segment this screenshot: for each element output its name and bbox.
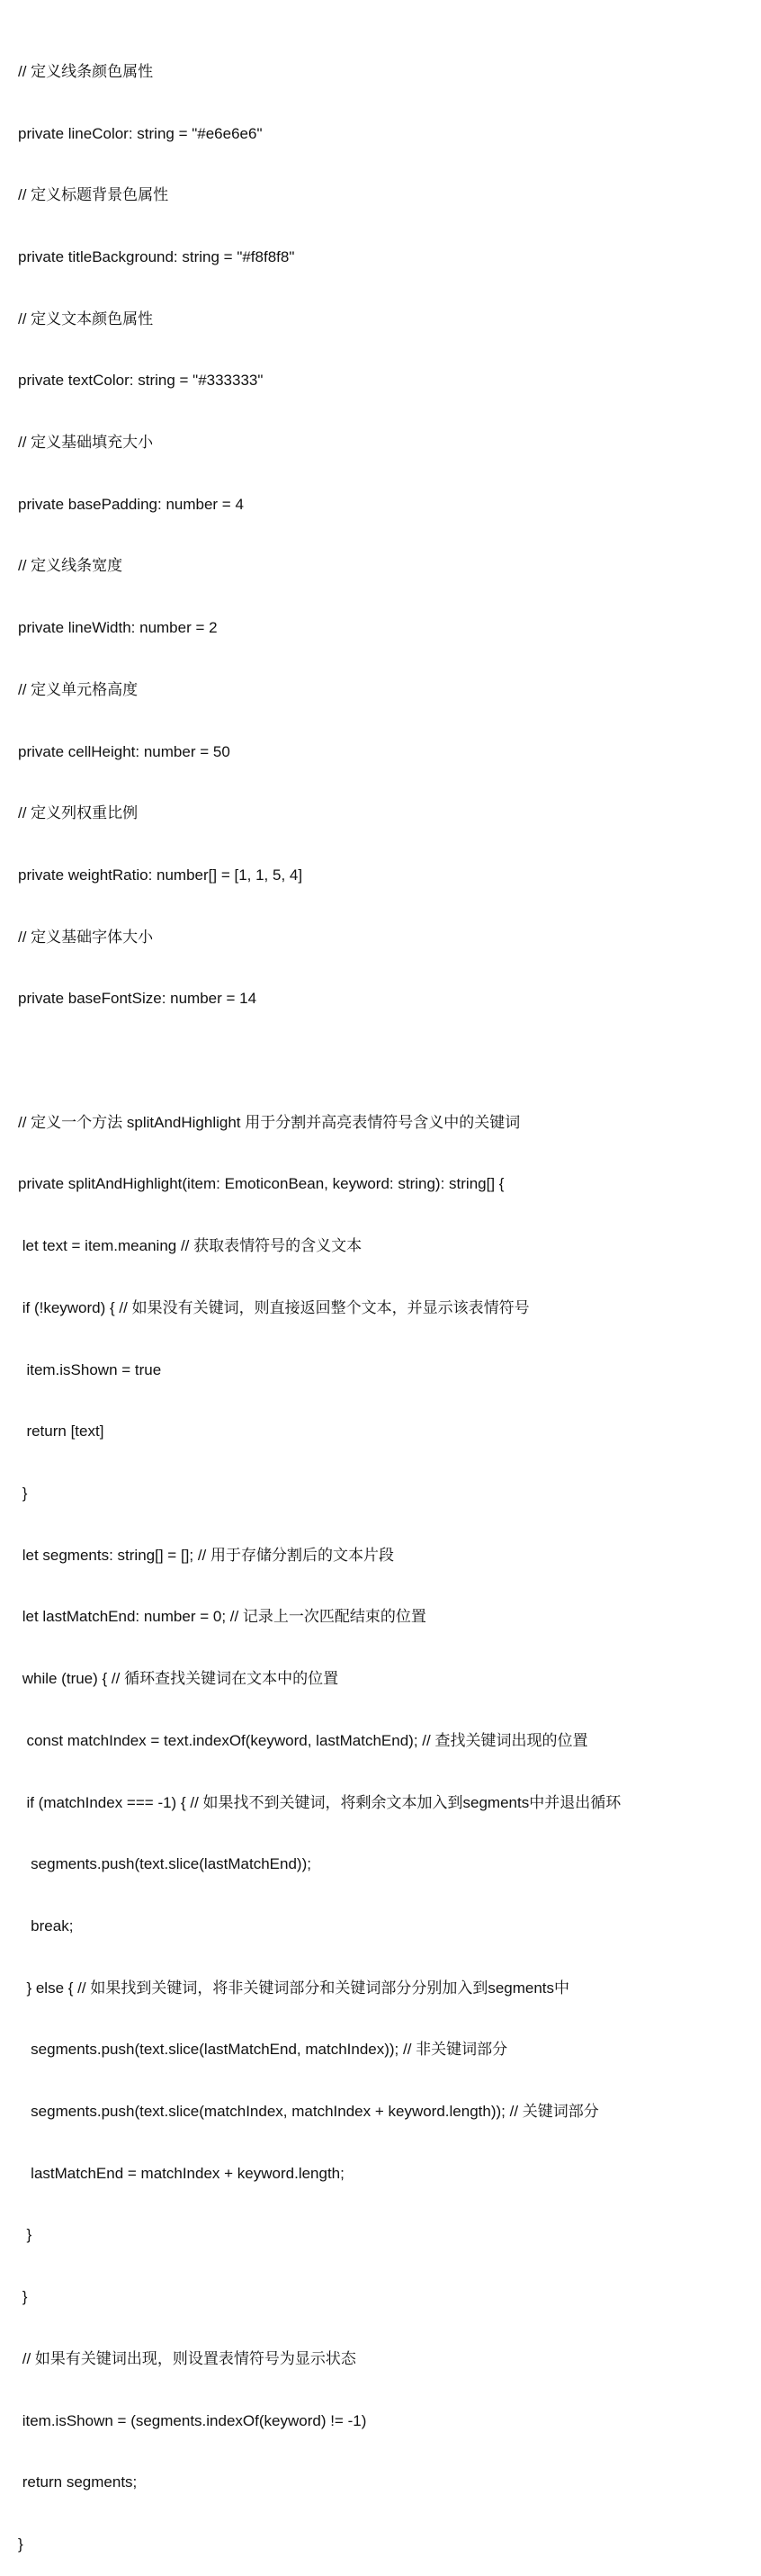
code-line: return segments; (18, 2473, 138, 2491)
code-line: segments.push(text.slice(lastMatchEnd)); (18, 1855, 311, 1873)
code-line: private basePadding: number = 4 (18, 495, 244, 513)
code-line: if (!keyword) { // 如果没有关键词，则直接返回整个文本，并显示该表情符号 (18, 1298, 530, 1316)
code-line: private lineWidth: number = 2 (18, 619, 218, 637)
code-line: segments.push(text.slice(lastMatchEnd, matchIndex)); // 非关键词部分 (18, 2041, 508, 2059)
code-line: private splitAndHighlight(item: EmoticonBean, keyword: string): string[] { (18, 1175, 505, 1193)
code-line: // 定义线条颜色属性 (18, 62, 154, 80)
code-line: // 定义文本颜色属性 (18, 310, 154, 328)
code-line: // 定义标题背景色属性 (18, 186, 169, 204)
code-block (18, 21, 756, 2576)
code-line: // 定义线条宽度 (18, 557, 123, 575)
code-line: } (18, 2288, 28, 2306)
code-line: // 定义基础填充大小 (18, 434, 154, 452)
code-line: private weightRatio: number[] = [1, 1, 5, 4] (18, 866, 303, 884)
code-line: if (matchIndex === -1) { // 如果找不到关键词，将剩余文本加入到segments中并退出循环 (18, 1793, 622, 1811)
blank-line (18, 1051, 756, 1072)
code-line: // 定义一个方法 splitAndHighlight 用于分割并高亮表情符号含义中的关键词 (18, 1113, 521, 1131)
code-line: lastMatchEnd = matchIndex + keyword.length; (18, 2164, 345, 2182)
code-line: // 定义基础字体大小 (18, 928, 154, 946)
code-line: let text = item.meaning // 获取表情符号的含义文本 (18, 1237, 363, 1255)
code-line: private lineColor: string = "#e6e6e6" (18, 124, 263, 142)
code-line: item.isShown = (segments.indexOf(keyword) != -1) (18, 2411, 367, 2429)
code-line: } (18, 1484, 28, 1502)
code-line: let lastMatchEnd: number = 0; // 记录上一次匹配结束的位置 (18, 1608, 426, 1626)
code-line: item.isShown = true (18, 1360, 162, 1378)
code-line: // 定义单元格高度 (18, 680, 139, 698)
code-line: const matchIndex = text.indexOf(keyword, lastMatchEnd); // 查找关键词出现的位置 (18, 1731, 588, 1749)
code-line: } (18, 2535, 23, 2553)
code-line: segments.push(text.slice(matchIndex, matchIndex + keyword.length)); // 关键词部分 (18, 2103, 599, 2121)
code-line: private titleBackground: string = "#f8f8f8" (18, 247, 295, 265)
code-line: let segments: string[] = []; // 用于存储分割后的文本片段 (18, 1546, 395, 1564)
code-line: private baseFontSize: number = 14 (18, 990, 257, 1008)
code-line: // 定义列权重比例 (18, 804, 139, 822)
code-line: } (18, 2226, 32, 2244)
code-line: // 如果有关键词出现，则设置表情符号为显示状态 (18, 2349, 356, 2367)
code-line: break; (18, 1916, 74, 1934)
code-line: private cellHeight: number = 50 (18, 742, 230, 760)
code-line: private textColor: string = "#333333" (18, 372, 264, 390)
code-line: while (true) { // 循环查找关键词在文本中的位置 (18, 1670, 339, 1688)
code-line: return [text] (18, 1423, 104, 1441)
code-line: } else { // 如果找到关键词，将非关键词部分和关键词部分分别加入到segments中 (18, 1979, 570, 1997)
